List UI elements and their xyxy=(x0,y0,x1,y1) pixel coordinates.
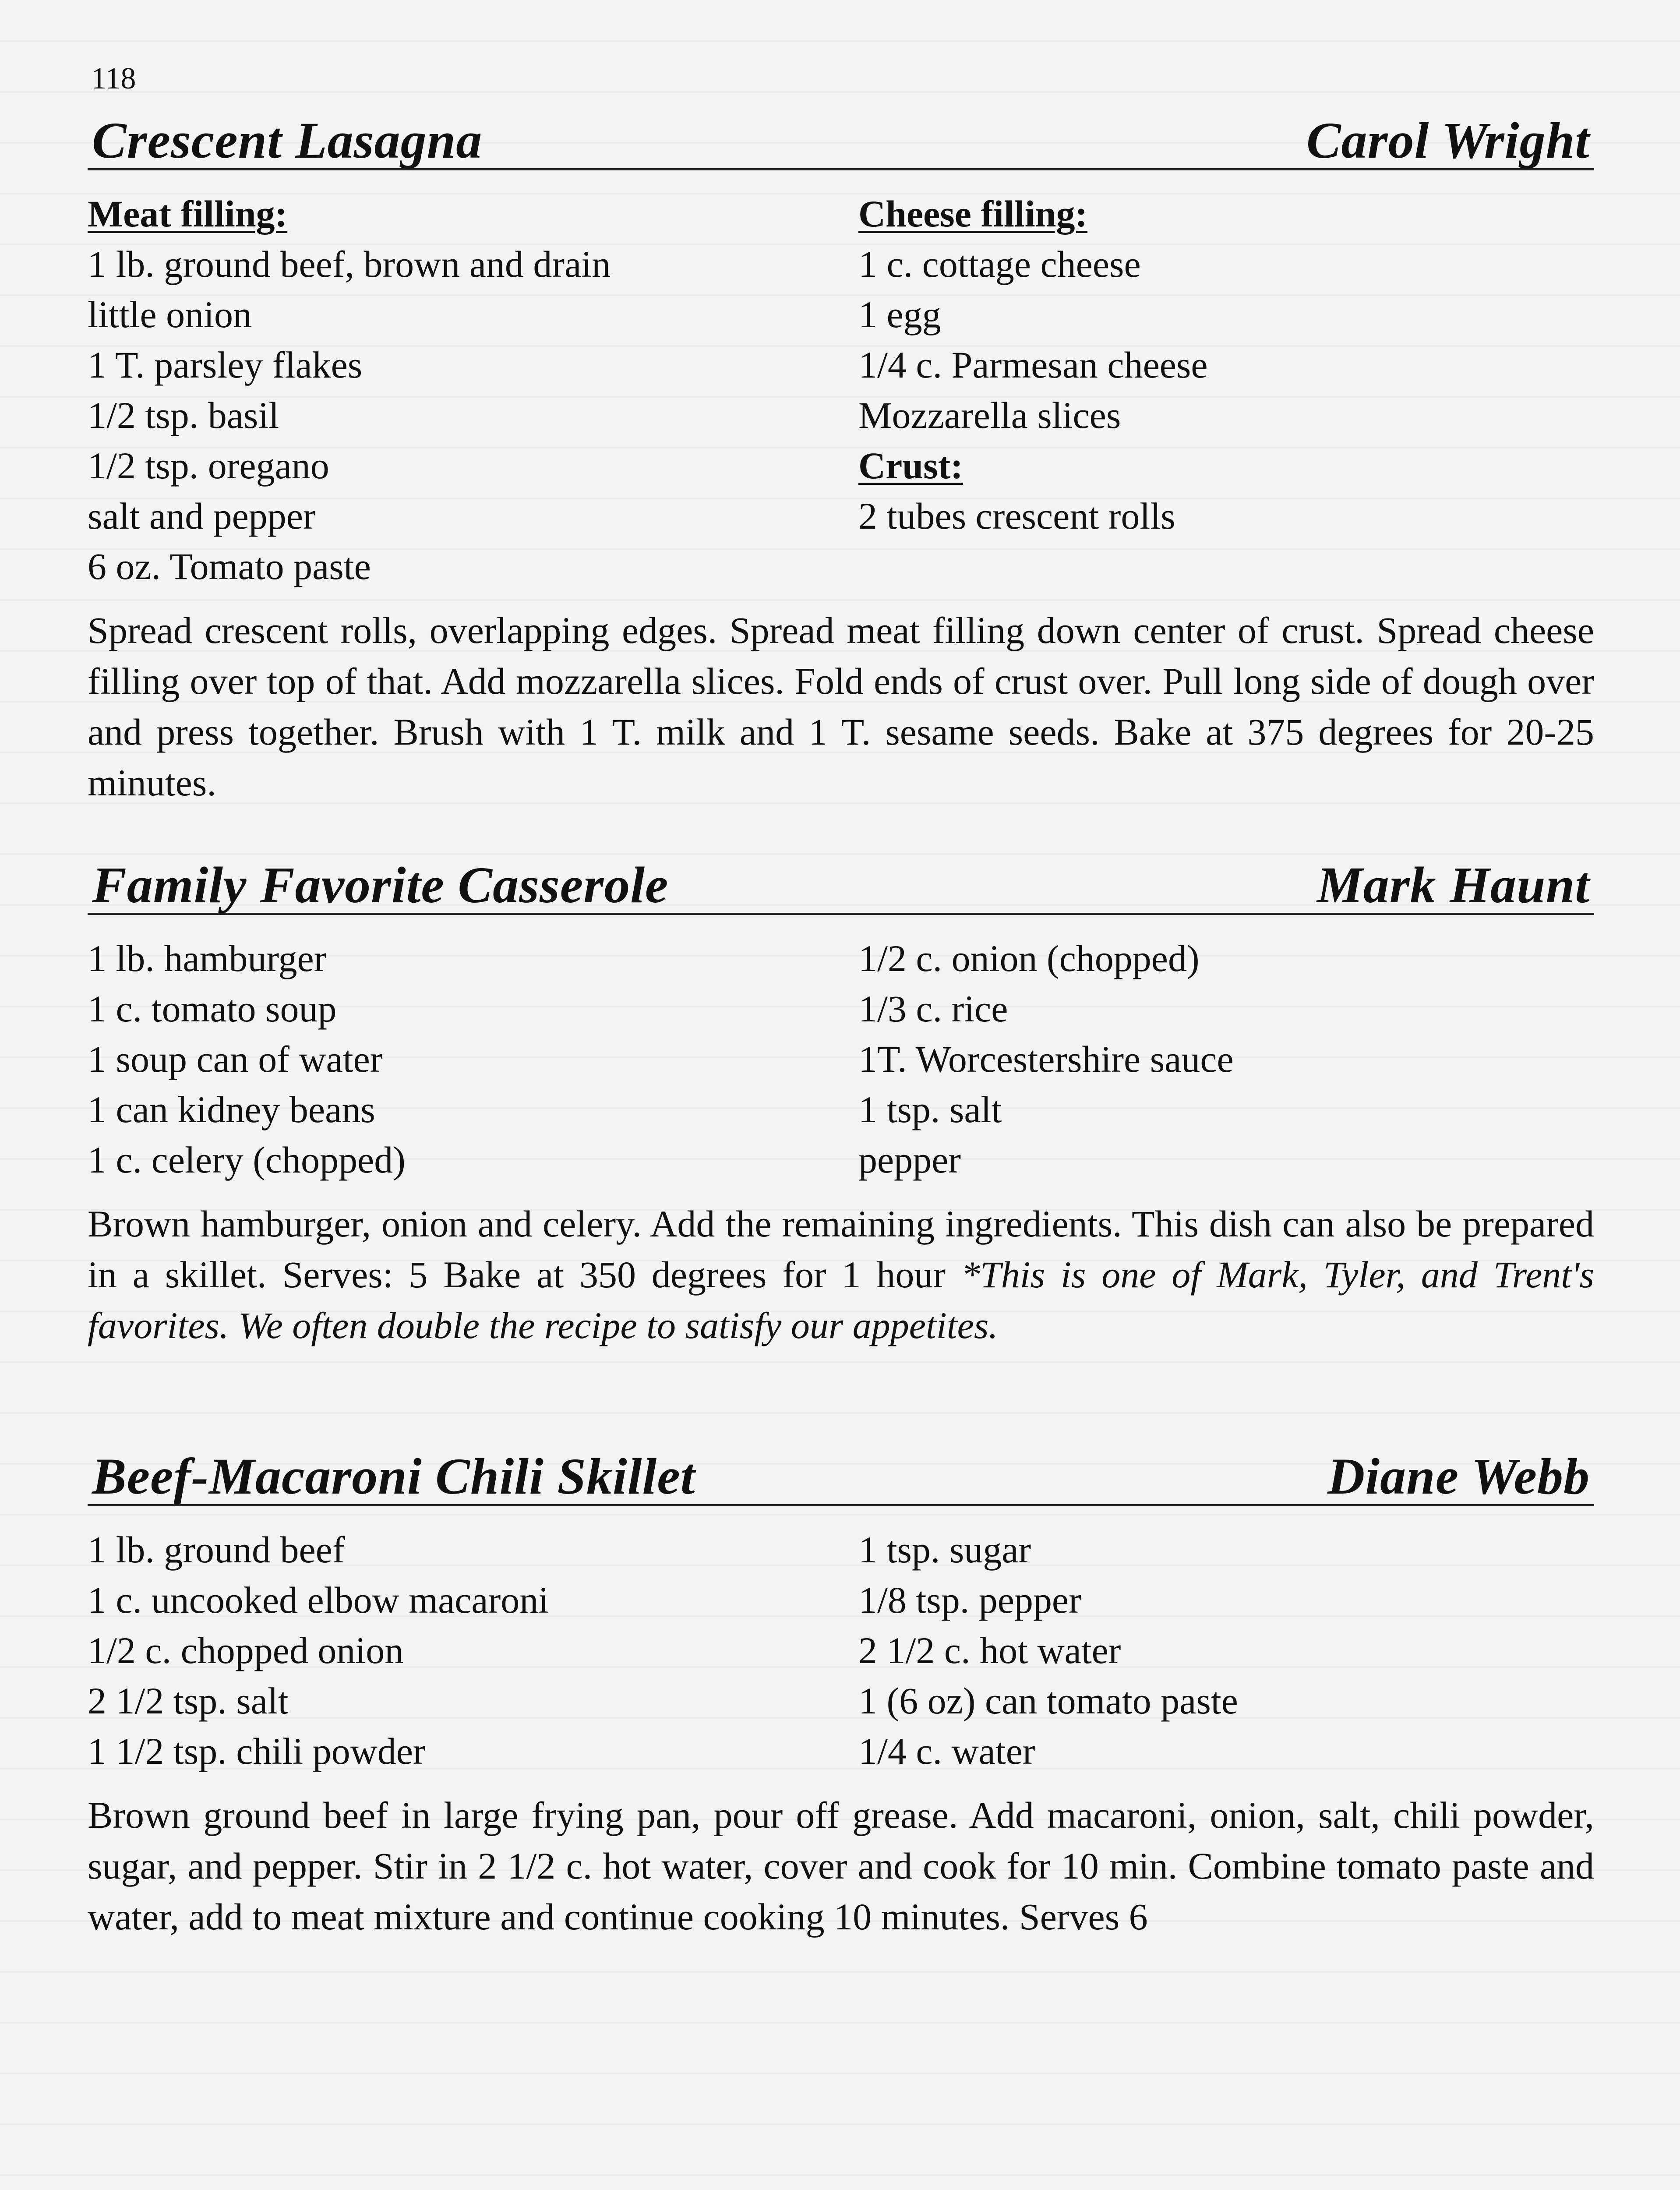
recipe-author: Carol Wright xyxy=(1306,112,1590,169)
ingredient: 1 (6 oz) can tomato paste xyxy=(858,1680,1238,1722)
ingredient: 1 tsp. salt xyxy=(858,1088,1002,1130)
directions-text: Spread crescent rolls, overlapping edges. Spread meat filling down center of crust. Spread cheese filling over top of that. Add mozzarella slices. Fold ends of crust over. Pull long side of dough over and press together. Brush with 1 T. milk and 1 T. sesame seeds. Bake at 375 degrees for 20-25 minutes. xyxy=(88,609,1594,804)
ingredients-left-column xyxy=(88,1525,858,1777)
recipe-title: Family Favorite Casserole xyxy=(92,856,669,914)
ingredient: 1 lb. hamburger xyxy=(88,937,327,979)
ingredients xyxy=(88,1525,1594,1777)
ingredients-right-column xyxy=(858,1525,1594,1777)
ingredient: 6 oz. Tomato paste xyxy=(88,545,371,587)
page-number: 118 xyxy=(91,62,136,95)
directions-text: Brown ground beef in large frying pan, pour off grease. Add macaroni, onion, salt, chili powder, sugar, and pepper. Stir in 2 1/2 c. hot water, cover and cook for 10 min. Combine tomato paste and water, add to meat mixture and continue cooking 10 minutes. Serves 6 xyxy=(88,1794,1594,1938)
ingredient: 1 1/2 tsp. chili powder xyxy=(88,1730,426,1772)
recipe-directions xyxy=(88,1790,1594,1942)
ingredient: 1/2 tsp. oregano xyxy=(88,445,329,487)
recipe-crescent-lasagna xyxy=(88,110,1594,846)
recipe-header xyxy=(88,1445,1594,1506)
recipe-beef-macaroni-chili-skillet xyxy=(88,1445,1594,1980)
ingredient: 2 1/2 tsp. salt xyxy=(88,1680,289,1722)
ingredient: 2 1/2 c. hot water xyxy=(858,1629,1121,1671)
ingredient: 1 egg xyxy=(858,293,941,336)
ingredient: 1 tsp. sugar xyxy=(858,1529,1031,1571)
ingredient: Mozzarella slices xyxy=(858,394,1121,436)
recipe-title: Beef-Macaroni Chili Skillet xyxy=(92,1448,695,1505)
section-heading: Crust: xyxy=(858,445,963,487)
ingredients-left-column xyxy=(88,933,858,1185)
directions-text: Brown hamburger, onion and celery. Add the remaining ingredients. This dish can also be prepared in a skillet. Serves: 5 Bake at 350 degrees for 1 hour xyxy=(88,1203,1594,1296)
ingredient: 1 soup can of water xyxy=(88,1038,383,1080)
ingredients-left-column xyxy=(88,189,858,592)
ingredient: 1 can kidney beans xyxy=(88,1088,375,1130)
recipe-note: *This is one of Mark, Tyler, and Trent's favorites. We often double the recipe to satisfy our appetites. xyxy=(88,1254,1594,1346)
recipe-header xyxy=(88,854,1594,915)
recipe-header xyxy=(88,110,1594,170)
ingredient: 1 lb. ground beef, brown and drain xyxy=(88,243,611,285)
ingredients xyxy=(88,189,1594,592)
ingredient: 1/4 c. Parmesan cheese xyxy=(858,344,1208,386)
ingredient: 1/2 tsp. basil xyxy=(88,394,279,436)
ingredient: 1/8 tsp. pepper xyxy=(858,1579,1081,1621)
ingredient: 1/3 c. rice xyxy=(858,988,1008,1030)
recipe-family-favorite-casserole xyxy=(88,854,1594,1388)
ingredient: pepper xyxy=(858,1139,961,1181)
ingredients-right-column xyxy=(858,933,1594,1185)
recipe-title: Crescent Lasagna xyxy=(92,112,483,169)
ingredient: salt and pepper xyxy=(88,495,316,537)
ingredient: 1 c. celery (chopped) xyxy=(88,1139,406,1181)
ingredient: 2 tubes crescent rolls xyxy=(858,495,1175,537)
ingredient: 1/2 c. chopped onion xyxy=(88,1629,404,1671)
ingredients xyxy=(88,933,1594,1185)
ingredient: 1 c. cottage cheese xyxy=(858,243,1141,285)
recipe-directions xyxy=(88,605,1594,808)
ingredient: little onion xyxy=(88,293,252,336)
ingredient: 1T. Worcestershire sauce xyxy=(858,1038,1234,1080)
ingredient: 1 T. parsley flakes xyxy=(88,344,363,386)
ingredient: 1 c. uncooked elbow macaroni xyxy=(88,1579,549,1621)
ingredient: 1/4 c. water xyxy=(858,1730,1035,1772)
section-heading: Meat filling: xyxy=(88,193,288,235)
ingredient: 1 c. tomato soup xyxy=(88,988,337,1030)
recipe-author: Mark Haunt xyxy=(1316,856,1590,914)
ingredient: 1/2 c. onion (chopped) xyxy=(858,937,1200,979)
recipe-author: Diane Webb xyxy=(1327,1448,1590,1505)
recipe-directions xyxy=(88,1198,1594,1351)
ingredients-right-column xyxy=(858,189,1594,592)
section-heading: Cheese filling: xyxy=(858,193,1088,235)
ingredient: 1 lb. ground beef xyxy=(88,1529,345,1571)
